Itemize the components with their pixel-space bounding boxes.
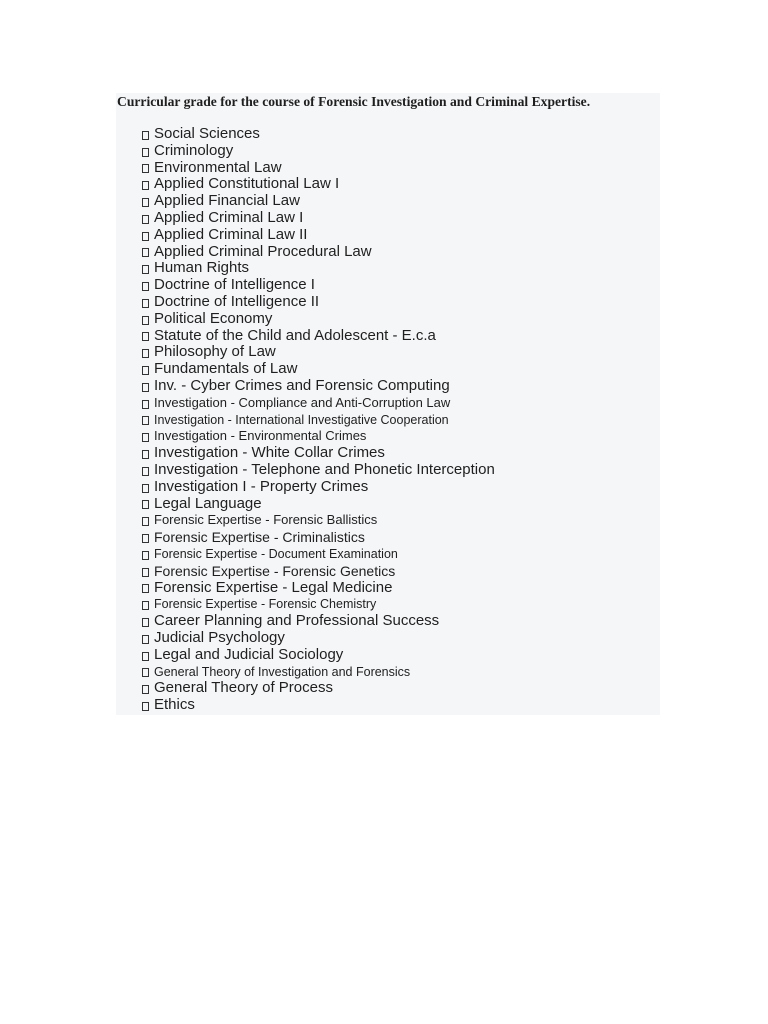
list-item-label: Criminology xyxy=(154,141,234,159)
list-item-label: Doctrine of Intelligence II xyxy=(154,292,320,310)
list-item xyxy=(141,311,495,328)
list-item xyxy=(141,126,495,143)
empty-square-icon xyxy=(142,198,149,207)
list-item xyxy=(141,395,495,412)
list-item-label: Judicial Psychology xyxy=(154,628,285,646)
list-item-label: Applied Criminal Law II xyxy=(154,225,308,243)
list-item xyxy=(141,546,495,563)
list-item-label: Forensic Expertise - Legal Medicine xyxy=(154,578,393,596)
list-item-label: Human Rights xyxy=(154,259,250,277)
list-item xyxy=(141,227,495,244)
list-item-label: Forensic Expertise - Forensic Ballistics xyxy=(154,512,378,528)
list-item-label: Investigation - International Investigative Cooperation xyxy=(154,412,449,427)
empty-square-icon xyxy=(142,500,149,509)
list-item-label: Fundamentals of Law xyxy=(154,360,298,378)
list-item-label: Applied Criminal Law I xyxy=(154,208,304,226)
list-item xyxy=(141,697,495,714)
list-item xyxy=(141,210,495,227)
empty-square-icon xyxy=(142,400,149,409)
empty-square-icon xyxy=(142,349,149,358)
list-item xyxy=(141,412,495,429)
list-item xyxy=(141,529,495,546)
empty-square-icon xyxy=(142,584,149,593)
empty-square-icon xyxy=(142,450,149,459)
list-item xyxy=(141,378,495,395)
list-item xyxy=(141,361,495,378)
list-item-label: Investigation I - Property Crimes xyxy=(154,477,369,495)
list-item xyxy=(141,496,495,513)
list-item-label: Forensic Expertise - Forensic Genetics xyxy=(154,562,396,579)
empty-square-icon xyxy=(142,265,149,274)
list-item-label: Ethics xyxy=(154,696,195,714)
list-item xyxy=(141,613,495,630)
list-item xyxy=(141,580,495,597)
empty-square-icon xyxy=(142,366,149,375)
list-item-label: General Theory of Investigation and Forensics xyxy=(154,664,411,679)
empty-square-icon xyxy=(142,299,149,308)
list-item xyxy=(141,244,495,261)
list-item xyxy=(141,563,495,580)
empty-square-icon xyxy=(142,332,149,341)
list-item xyxy=(141,445,495,462)
list-item xyxy=(141,344,495,361)
empty-square-icon xyxy=(142,181,149,190)
empty-square-icon xyxy=(142,282,149,291)
empty-square-icon xyxy=(142,131,149,140)
empty-square-icon xyxy=(142,316,149,325)
empty-square-icon xyxy=(142,685,149,694)
empty-square-icon xyxy=(142,433,149,442)
list-item xyxy=(141,143,495,160)
list-item-label: Applied Constitutional Law I xyxy=(154,175,340,193)
list-item-label: Social Sciences xyxy=(154,125,260,142)
empty-square-icon xyxy=(142,668,149,677)
empty-square-icon xyxy=(142,148,149,157)
list-item xyxy=(141,277,495,294)
empty-square-icon xyxy=(142,618,149,627)
list-item-label: Philosophy of Law xyxy=(154,343,276,361)
list-item xyxy=(141,176,495,193)
empty-square-icon xyxy=(142,652,149,661)
list-item xyxy=(141,647,495,664)
list-item-label: Inv. - Cyber Crimes and Forensic Computing xyxy=(154,376,450,394)
list-item-label: Applied Criminal Procedural Law xyxy=(154,242,372,260)
list-item xyxy=(141,428,495,445)
list-item xyxy=(141,630,495,647)
empty-square-icon xyxy=(142,484,149,493)
list-item-label: Forensic Expertise - Document Examination xyxy=(154,546,398,561)
empty-square-icon xyxy=(142,467,149,476)
list-item-label: Political Economy xyxy=(154,309,273,327)
list-item xyxy=(141,512,495,529)
list-item xyxy=(141,462,495,479)
list-item xyxy=(141,596,495,613)
list-item-label: Legal Language xyxy=(154,494,262,512)
list-item xyxy=(141,160,495,177)
list-item-label: Statute of the Child and Adolescent - E.c.a xyxy=(154,326,436,344)
list-item-label: Investigation - White Collar Crimes xyxy=(154,444,385,462)
empty-square-icon xyxy=(142,517,149,526)
empty-square-icon xyxy=(142,568,149,577)
empty-square-icon xyxy=(142,416,149,425)
empty-square-icon xyxy=(142,534,149,543)
list-item-label: Applied Financial Law xyxy=(154,192,300,210)
list-item-label: Legal and Judicial Sociology xyxy=(154,645,344,663)
list-item-label: Environmental Law xyxy=(154,158,282,176)
list-item xyxy=(141,260,495,277)
list-item-label: Investigation - Compliance and Anti-Corruption Law xyxy=(154,394,451,410)
list-item xyxy=(141,193,495,210)
list-item-label: Investigation - Telephone and Phonetic Interception xyxy=(154,460,495,478)
empty-square-icon xyxy=(142,164,149,173)
empty-square-icon xyxy=(142,702,149,711)
empty-square-icon xyxy=(142,232,149,241)
list-item xyxy=(141,479,495,496)
subject-list xyxy=(141,126,495,714)
list-item-label: Investigation - Environmental Crimes xyxy=(154,428,367,444)
list-item-label: Doctrine of Intelligence I xyxy=(154,276,315,294)
empty-square-icon xyxy=(142,601,149,610)
empty-square-icon xyxy=(142,248,149,257)
list-item-label: General Theory of Process xyxy=(154,679,333,697)
list-item-label: Career Planning and Professional Success xyxy=(154,612,440,630)
empty-square-icon xyxy=(142,635,149,644)
list-item xyxy=(141,294,495,311)
empty-square-icon xyxy=(142,551,149,560)
empty-square-icon xyxy=(142,215,149,224)
list-item-label: Forensic Expertise - Criminalistics xyxy=(154,529,365,546)
document-title: Curricular grade for the course of Forensic Investigation and Criminal Expertise. xyxy=(117,94,591,109)
empty-square-icon xyxy=(142,383,149,392)
list-item-label: Forensic Expertise - Forensic Chemistry xyxy=(154,597,377,612)
list-item xyxy=(141,680,495,697)
list-item xyxy=(141,664,495,681)
list-item xyxy=(141,328,495,345)
